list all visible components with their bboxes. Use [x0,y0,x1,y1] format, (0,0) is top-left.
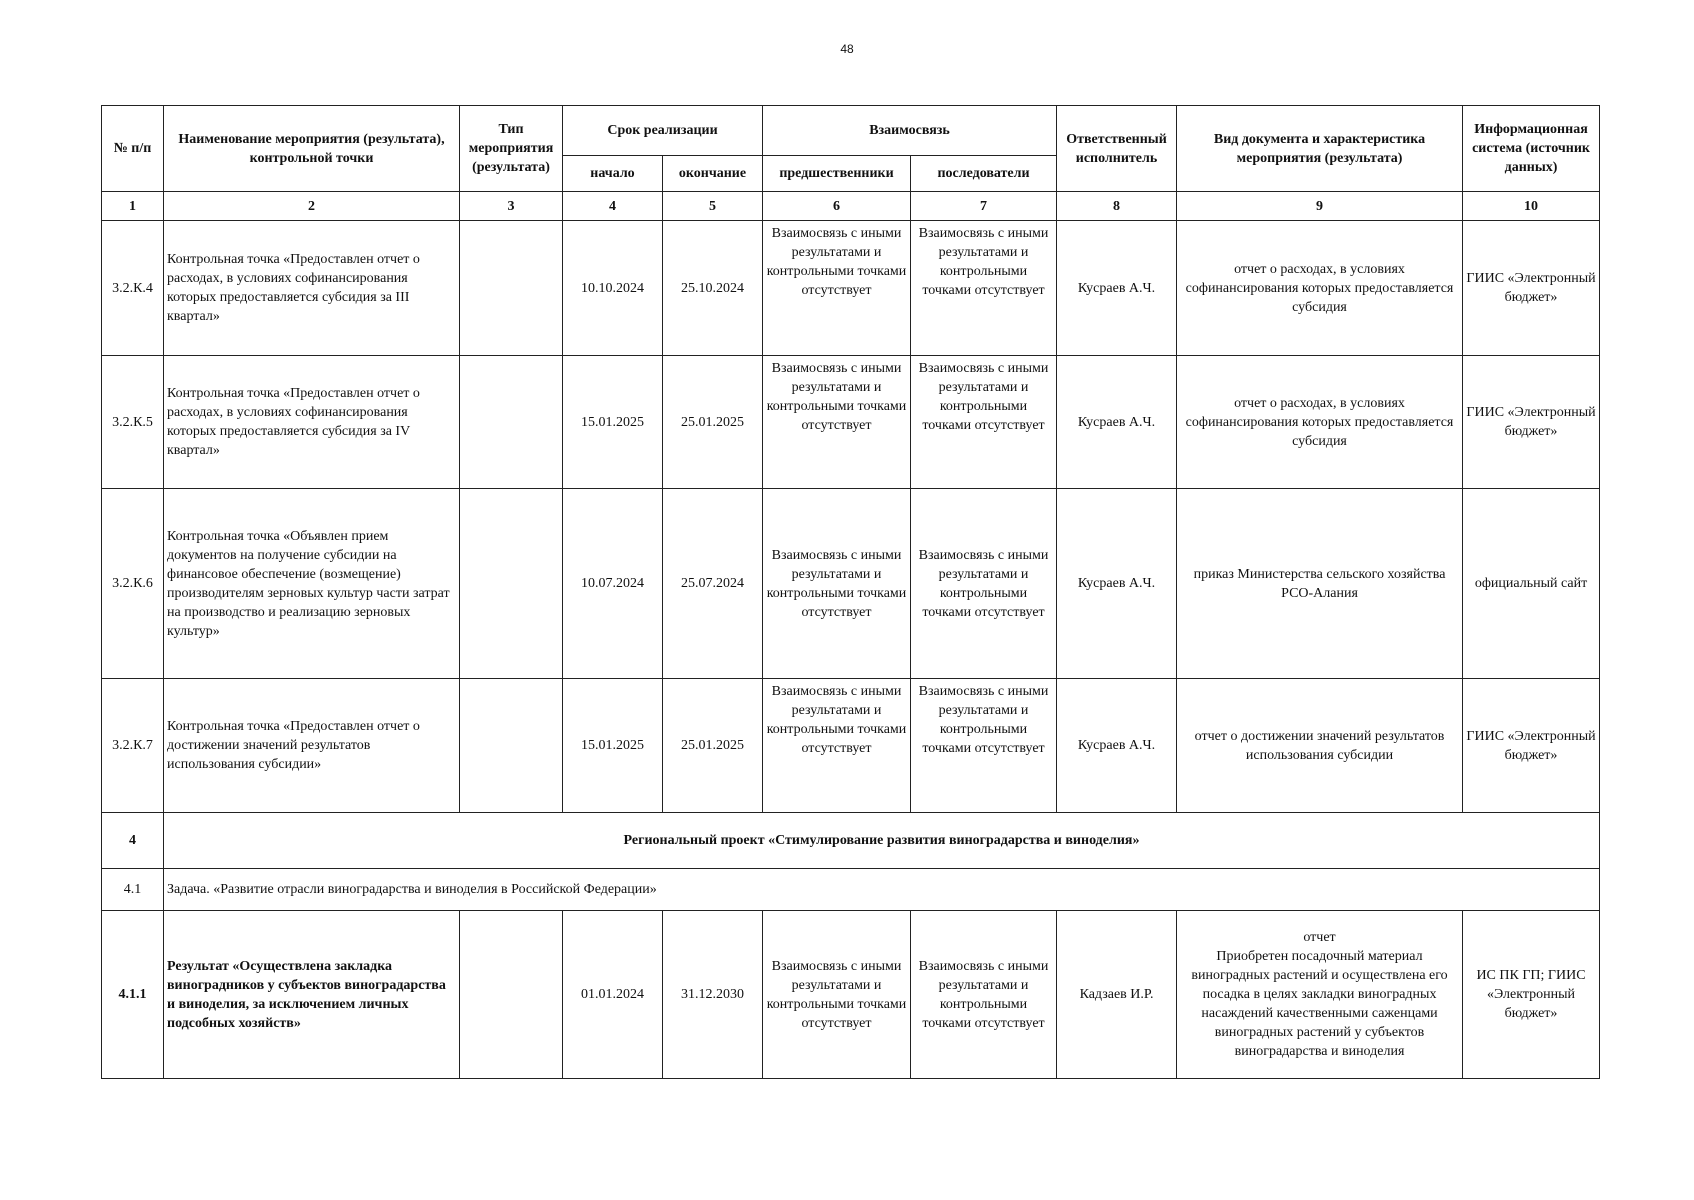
row-responsible: Кусраев А.Ч. [1057,489,1177,679]
row-num: 3.2.К.7 [102,679,164,813]
row-prev: Взаимосвязь с иными результатами и контрольными точками отсутствует [763,356,911,489]
result-responsible: Кадзаев И.Р. [1057,911,1177,1079]
result-row [102,911,1600,1079]
header-link: Взаимосвязь [763,106,1057,156]
page-number: 48 [840,42,854,56]
row-next: Взаимосвязь с иными результатами и контрольными точками отсутствует [911,221,1057,356]
row-name: Контрольная точка «Предоставлен отчет о расходах, в условиях софинансирования которых предоставляется субсидия за IV квартал» [164,356,460,489]
row-next: Взаимосвязь с иными результатами и контрольными точками отсутствует [911,356,1057,489]
row-doc: отчет о расходах, в условиях софинансирования которых предоставляется субсидия [1177,221,1463,356]
result-num: 4.1.1 [102,911,164,1079]
row-type [460,356,563,489]
column-numbers-row [102,192,1600,221]
row-end: 25.01.2025 [663,679,763,813]
header-num: № п/п [102,106,164,192]
column-number: 9 [1177,192,1463,221]
result-end: 31.12.2030 [663,911,763,1079]
task-num: 4.1 [102,869,164,911]
header-link-next: последователи [911,156,1057,192]
row-end: 25.01.2025 [663,356,763,489]
row-start: 15.01.2025 [563,356,663,489]
row-name: Контрольная точка «Предоставлен отчет о достижении значений результатов использования субсидии» [164,679,460,813]
row-type [460,489,563,679]
column-number: 1 [102,192,164,221]
row-next: Взаимосвязь с иными результатами и контрольными точками отсутствует [911,679,1057,813]
task-row [102,869,1600,911]
column-number: 7 [911,192,1057,221]
row-end: 25.07.2024 [663,489,763,679]
column-number: 10 [1463,192,1600,221]
header-type: Тип мероприятия (результата) [460,106,563,192]
row-doc: приказ Министерства сельского хозяйства РСО-Алания [1177,489,1463,679]
header-link-prev: предшественники [763,156,911,192]
header-doc: Вид документа и характеристика мероприятия (результата) [1177,106,1463,192]
task-title: Задача. «Развитие отрасли виноградарства и виноделия в Российской Федерации» [164,869,1600,911]
row-next: Взаимосвязь с иными результатами и контрольными точками отсутствует [911,489,1057,679]
row-info: ГИИС «Электронный бюджет» [1463,679,1600,813]
row-name: Контрольная точка «Предоставлен отчет о расходах, в условиях софинансирования которых предоставляется субсидия за III квартал» [164,221,460,356]
column-number: 4 [563,192,663,221]
header-responsible: Ответственный исполнитель [1057,106,1177,192]
header-name: Наименование мероприятия (результата), контрольной точки [164,106,460,192]
events-table [101,105,1600,1079]
row-info: ГИИС «Электронный бюджет» [1463,356,1600,489]
result-next: Взаимосвязь с иными результатами и контрольными точками отсутствует [911,911,1057,1079]
row-start: 15.01.2025 [563,679,663,813]
row-num: 3.2.К.6 [102,489,164,679]
row-info: ГИИС «Электронный бюджет» [1463,221,1600,356]
column-number: 5 [663,192,763,221]
row-prev: Взаимосвязь с иными результатами и контрольными точками отсутствует [763,221,911,356]
column-number: 8 [1057,192,1177,221]
result-doc-title: отчет [1303,930,1336,945]
header-term-end: окончание [663,156,763,192]
row-doc: отчет о достижении значений результатов использования субсидии [1177,679,1463,813]
row-info: официальный сайт [1463,489,1600,679]
result-type [460,911,563,1079]
table-row [102,489,1600,679]
column-number: 2 [164,192,460,221]
table-row [102,221,1600,356]
header-term-start: начало [563,156,663,192]
row-name: Контрольная точка «Объявлен прием документов на получение субсидии на финансовое обеспечение (возмещение) производителям зерновых культур части затрат на производство и реализацию зерновых культур» [164,489,460,679]
project-num: 4 [102,813,164,869]
header-term: Срок реализации [563,106,763,156]
row-type [460,679,563,813]
result-name: Результат «Осуществлена закладка виноградников у субъектов виноградарства и виноделия, за исключением личных подсобных хозяйств» [164,911,460,1079]
table-row [102,679,1600,813]
row-type [460,221,563,356]
header-row [102,106,1600,156]
row-responsible: Кусраев А.Ч. [1057,679,1177,813]
row-doc: отчет о расходах, в условиях софинансирования которых предоставляется субсидия [1177,356,1463,489]
row-num: 3.2.К.5 [102,356,164,489]
row-start: 10.07.2024 [563,489,663,679]
row-start: 10.10.2024 [563,221,663,356]
project-row [102,813,1600,869]
row-responsible: Кусраев А.Ч. [1057,356,1177,489]
table-row [102,356,1600,489]
result-info: ИС ПК ГП; ГИИС «Электронный бюджет» [1463,911,1600,1079]
row-prev: Взаимосвязь с иными результатами и контрольными точками отсутствует [763,679,911,813]
header-info: Информационная система (источник данных) [1463,106,1600,192]
row-end: 25.10.2024 [663,221,763,356]
result-prev: Взаимосвязь с иными результатами и контрольными точками отсутствует [763,911,911,1079]
result-start: 01.01.2024 [563,911,663,1079]
column-number: 6 [763,192,911,221]
row-prev: Взаимосвязь с иными результатами и контрольными точками отсутствует [763,489,911,679]
column-number: 3 [460,192,563,221]
row-num: 3.2.К.4 [102,221,164,356]
project-title: Региональный проект «Стимулирование развития виноградарства и виноделия» [164,813,1600,869]
row-responsible: Кусраев А.Ч. [1057,221,1177,356]
result-doc-cell [1177,911,1463,1079]
result-doc: Приобретен посадочный материал виноградных растений и осуществлена его посадка в целях закладки виноградных насаждений качественными саженцами виноградных растений у субъектов виноградарства и виноделия [1191,949,1448,1059]
